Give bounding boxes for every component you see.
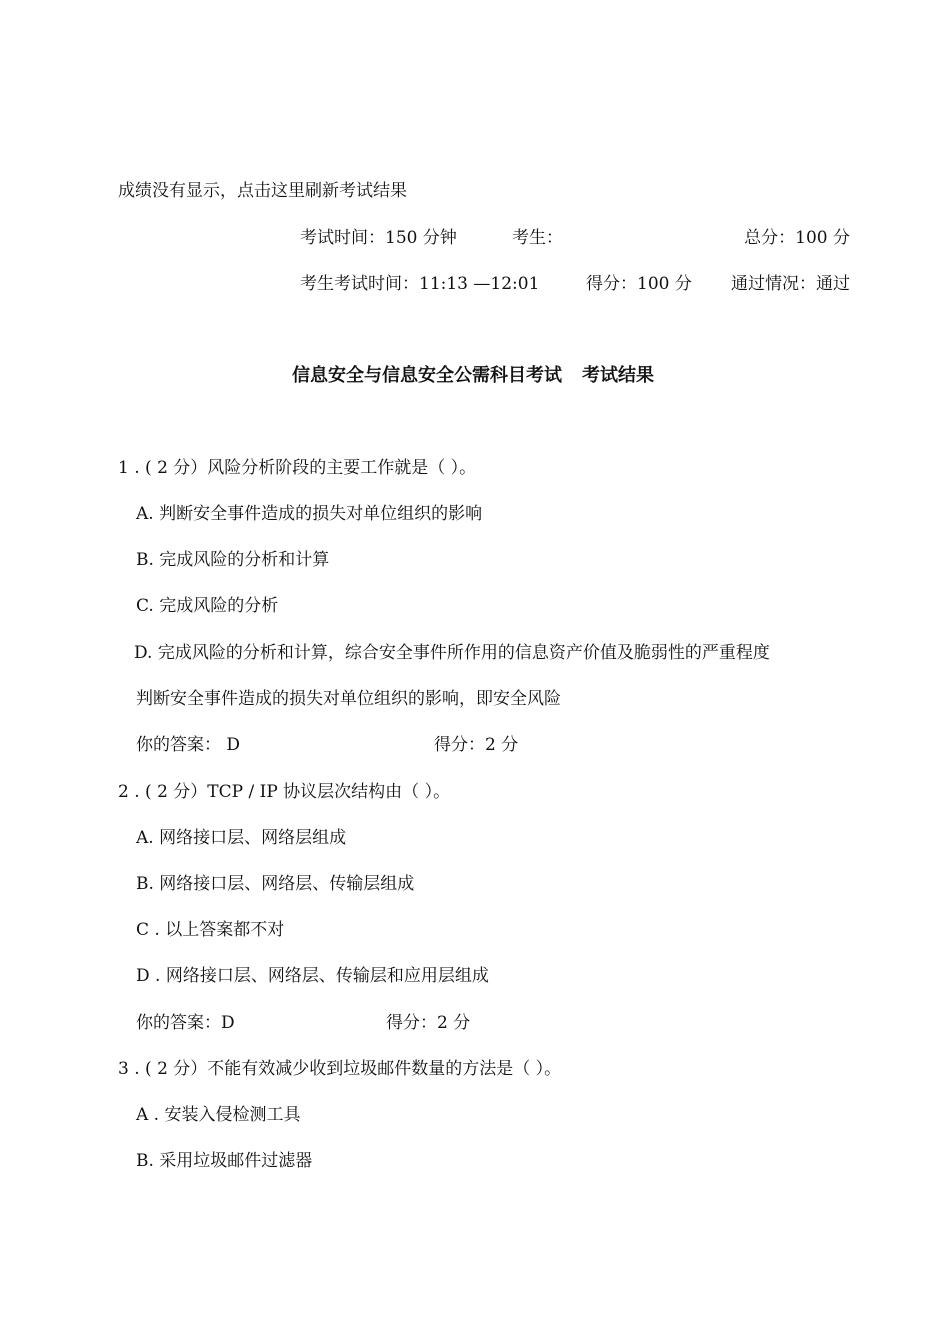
refresh-results-link[interactable]: 成绩没有显示，点击这里刷新考试结果 [118, 181, 407, 201]
your-answer: 你的答案：D [136, 1013, 235, 1033]
your-answer: 你的答案： D [136, 735, 241, 755]
question-score: 得分：2 分 [434, 735, 519, 755]
page-title [292, 364, 654, 388]
question-stem: 3 . ( 2 分）不能有效减少收到垃圾邮件数量的方法是（ ）。 [118, 1059, 562, 1079]
exam-score: 得分：100 分 [586, 274, 692, 294]
question-score: 得分：2 分 [386, 1013, 471, 1033]
pass-status: 通过情况：通过 [731, 274, 850, 294]
question-option: A. 判断安全事件造成的损失对单位组织的影响 [136, 504, 483, 524]
question-option: C. 完成风险的分析 [136, 596, 279, 616]
total-score: 总分：100 分 [744, 228, 850, 248]
exam-duration: 考试时间：150 分钟 [300, 228, 457, 248]
examinee-label: 考生： [512, 228, 563, 248]
question-option: A . 安装入侵检测工具 [136, 1105, 301, 1125]
question-stem: 1 . ( 2 分）风险分析阶段的主要工作就是（ ）。 [118, 458, 477, 478]
question-stem: 2 . ( 2 分）TCP / IP 协议层次结构由（ ）。 [118, 782, 451, 802]
question-option: C . 以上答案都不对 [136, 920, 285, 940]
title-suffix: 考试结果 [582, 365, 654, 386]
title-subject: 信息安全与信息安全公需科目考试 [292, 365, 562, 386]
question-option: B. 完成风险的分析和计算 [136, 550, 330, 570]
question-option: B. 网络接口层、网络层、传输层组成 [136, 874, 415, 894]
question-option: B. 采用垃圾邮件过滤器 [136, 1151, 313, 1171]
exam-time-range: 考生考试时间：11:13 —12:01 [300, 274, 540, 294]
question-option: A. 网络接口层、网络层组成 [136, 828, 347, 848]
question-option-continuation: 判断安全事件造成的损失对单位组织的影响，即安全风险 [136, 689, 561, 709]
question-option: D. 完成风险的分析和计算，综合安全事件所作用的信息资产价值及脆弱性的严重程度 [134, 643, 770, 663]
question-option: D . 网络接口层、网络层、传输层和应用层组成 [136, 966, 489, 986]
